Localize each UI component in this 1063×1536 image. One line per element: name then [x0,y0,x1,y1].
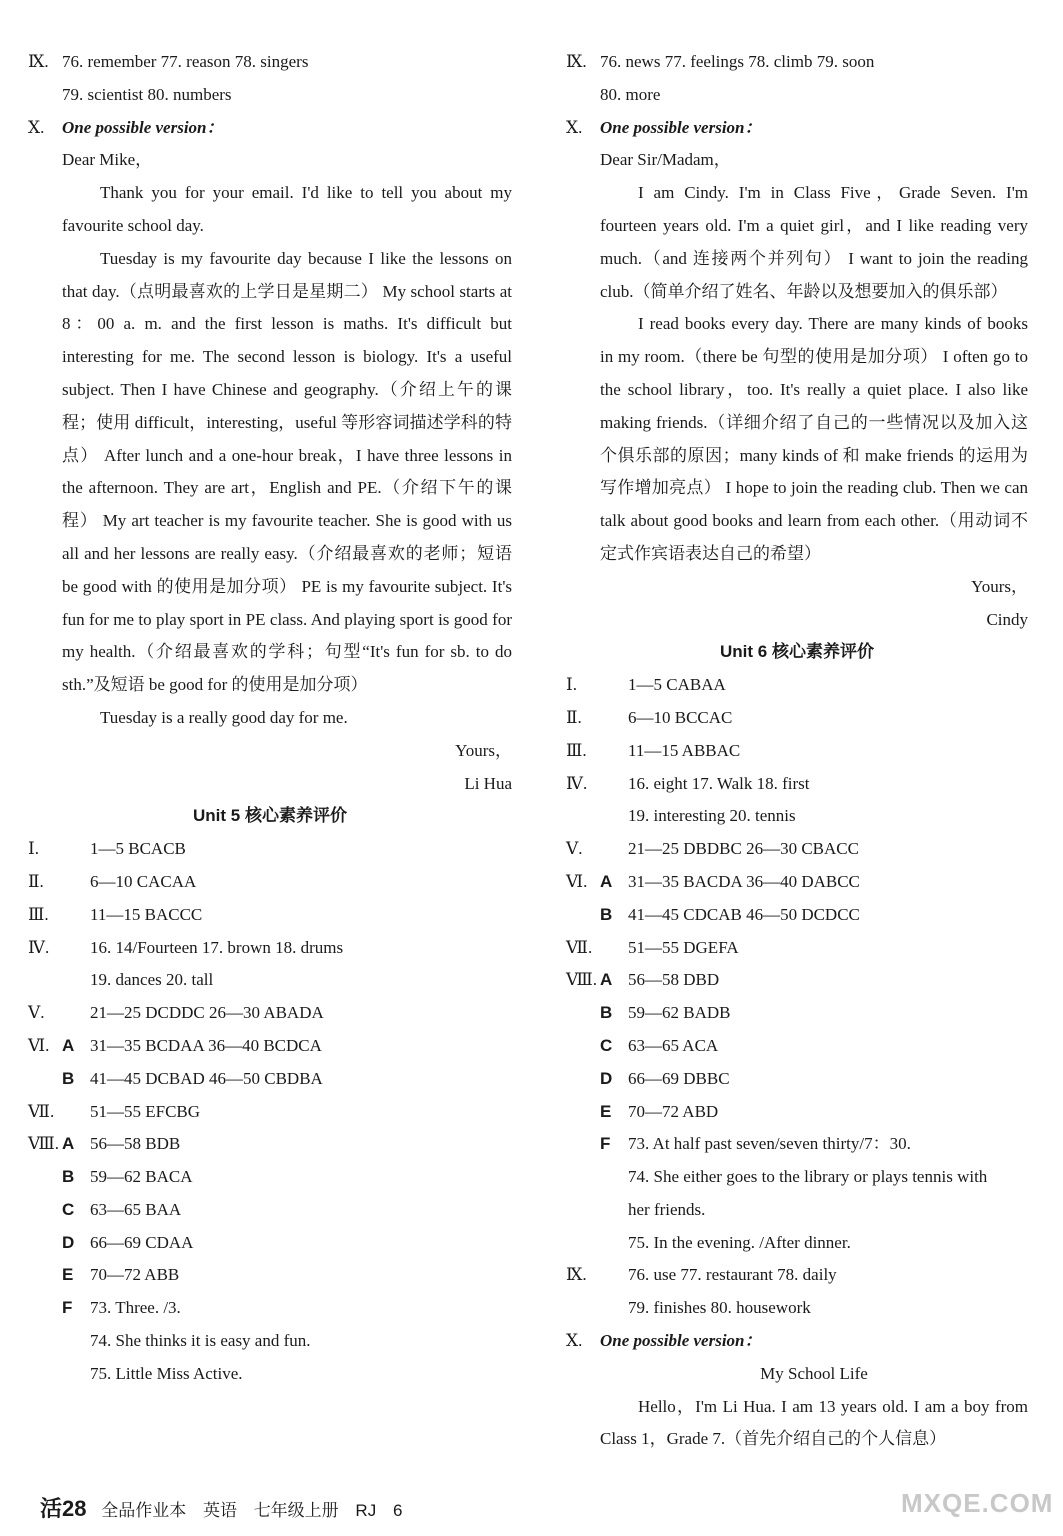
answer-text: 70—72 ABB [90,1265,180,1285]
answer-text: 1—5 CABAA [628,675,726,695]
answer-text: 76. remember 77. reason 78. singers [62,52,309,71]
unit5-title: Unit 5 核心素养评价 [193,806,347,826]
answer-text: 80. more [600,84,661,104]
right-column [566,46,1028,1456]
answer-text: 66—69 CDAA [90,1232,194,1252]
subsection-label: A [600,970,613,990]
answer-line [28,1325,512,1358]
letter-signature: Cindy [986,609,1028,629]
subsection-label: A [62,1035,75,1055]
answer-line [566,932,1028,965]
answer-line [28,1063,512,1096]
answer-line [566,768,1028,801]
answer-line [566,1194,1028,1227]
section-label: Ⅳ. [28,937,50,957]
answer-line [28,866,512,899]
section-label: Ⅲ. [28,904,49,924]
answer-line [28,899,512,932]
answer-text: 63—65 ACA [628,1035,719,1055]
subsection-label: B [62,1167,75,1187]
letter-paragraph: Thank you for your email. I'd like to tell you about my favourite school day. [62,183,512,235]
footer-number: 6 [392,1501,403,1520]
answer-line [28,1128,512,1161]
answer-text: 16. eight 17. Walk 18. first [628,773,810,793]
answer-text: 41—45 CDCAB 46—50 DCDCC [628,904,860,924]
section-label: Ⅶ. [28,1101,55,1121]
answer-text: 73. At half past seven/seven thirty/7：30. [628,1134,911,1154]
answer-line [566,1259,1028,1292]
answer-text: 51—55 DGEFA [628,937,739,957]
answer-text: 76. news 77. feelings 78. climb 79. soon [600,52,875,71]
answer-line [566,1030,1028,1063]
letter [28,144,512,800]
section-label: Ⅲ. [566,740,587,760]
answer-line [566,1292,1028,1325]
section-label: Ⅹ. [28,117,45,137]
answer-line [566,702,1028,735]
subsection-label: F [62,1298,73,1318]
page-footer [40,1494,414,1524]
answer-line [566,1096,1028,1129]
section-label: Ⅵ. [28,1035,50,1055]
answer-text: 75. In the evening. /After dinner. [628,1232,851,1252]
section-label: Ⅱ. [28,871,44,891]
version-heading: One possible version： [600,117,762,137]
subsection-label: A [600,871,613,891]
answer-text: 19. dances 20. tall [90,970,214,990]
subsection-label: B [600,904,613,924]
unit5-answers [28,833,512,1391]
left-column [28,46,512,1391]
answer-text: 6—10 BCCAC [628,707,733,727]
unit6-answers [566,669,1028,1325]
answer-text: 16. 14/Fourteen 17. brown 18. drums [90,937,344,957]
answer-line [566,866,1028,899]
answer-line [28,1096,512,1129]
answer-text: 6—10 CACAA [90,871,197,891]
section-label: Ⅸ. [566,52,587,71]
section-heading [566,112,1028,145]
section-label: Ⅷ. [28,1134,60,1154]
section-label: Ⅴ. [28,1003,45,1023]
answer-line [28,1292,512,1325]
answer-line [28,1227,512,1260]
subsection-label: C [62,1199,75,1219]
answer-line [566,1161,1028,1194]
letter-closing: Yours， [971,576,1028,596]
grade-name: 七年级上册 [253,1501,339,1520]
section-label: Ⅱ. [566,707,582,727]
subsection-label: D [62,1232,75,1252]
answer-text: 56—58 BDB [90,1134,181,1154]
answer-text: 76. use 77. restaurant 78. daily [628,1265,837,1285]
answer-text: 74. She thinks it is easy and fun. [90,1331,311,1351]
answer-text: 74. She either goes to the library or plays tennis with [628,1167,988,1187]
answer-line [28,932,512,965]
section-label: Ⅹ. [566,1331,583,1351]
section-label: Ⅶ. [566,937,593,957]
answer-text: 75. Little Miss Active. [90,1363,243,1383]
answer-text: 59—62 BADB [628,1003,731,1023]
answer-text: 11—15 BACCC [90,904,203,924]
answer-line [28,833,512,866]
answer-text: 11—15 ABBAC [628,740,741,760]
letter [566,144,1028,636]
section-label: Ⅸ. [28,52,49,71]
section-label: Ⅳ. [566,773,588,793]
essay-paragraph: Hello，I'm Li Hua. I am 13 years old. I am a boy from Class 1，Grade 7.（首先介绍自己的个人信息） [600,1396,1028,1449]
subsection-label: B [600,1003,613,1023]
version-heading: One possible version： [600,1331,762,1351]
section-label: Ⅵ. [566,871,588,891]
subsection-label: A [62,1134,75,1154]
answer-text: 21—25 DCDDC 26—30 ABADA [90,1003,324,1023]
answer-line [28,1161,512,1194]
subsection-label: D [600,1068,613,1088]
letter-closing: Yours， [455,740,512,760]
answer-text: 59—62 BACA [90,1167,193,1187]
watermark-text: MXQE.COM [901,1488,1054,1518]
watermark-logo [901,1488,1054,1528]
answer-line [566,899,1028,932]
section-label: Ⅴ. [566,839,583,859]
answer-line [28,1030,512,1063]
unit6-title: Unit 6 核心素养评价 [720,642,874,662]
answer-text: 31—35 BCDAA 36—40 BCDCA [90,1035,322,1055]
answer-line [28,1194,512,1227]
version-heading: One possible version： [62,117,224,137]
answer-text: her friends. [628,1199,706,1219]
book-name: 全品作业本 [101,1501,187,1520]
answer-line [566,1128,1028,1161]
answer-line [28,79,512,112]
answer-line [566,669,1028,702]
essay [566,1358,1028,1456]
answer-text: 19. interesting 20. tennis [628,806,796,826]
letter-paragraph: I am Cindy. I'm in Class Five，Grade Seven. I'm fourteen years old. I'm a quiet girl，and I like reading very much.（and 连接两个并列句） I want to join the reading club.（简单介绍了姓名、年龄以及想要加入的俱乐部） [600,183,1028,301]
answer-text: 21—25 DBDBC 26—30 CBACC [628,839,859,859]
answer-line [566,1227,1028,1260]
answer-line [28,1259,512,1292]
answer-text: 41—45 DCBAD 46—50 CBDBA [90,1068,323,1088]
letter-greeting: Dear Sir/Madam， [600,150,731,170]
section-heading [566,1325,1028,1358]
essay-title: My School Life [760,1363,868,1383]
answer-line [566,997,1028,1030]
answer-text: 66—69 DBBC [628,1068,730,1088]
section-label: Ⅷ. [566,970,598,990]
subsection-label: E [62,1265,74,1285]
section-heading [28,112,512,145]
section-label: Ⅰ. [28,839,39,859]
section-label: Ⅰ. [566,675,577,695]
letter-greeting: Dear Mike， [62,150,153,170]
answer-text: 79. finishes 80. housework [628,1298,811,1318]
letter-paragraph: Tuesday is my favourite day because I like the lessons on that day.（点明最喜欢的上学日是星期二） My school starts at 8：00 a. m. and the first lesson is maths. It's difficult but interesting for me. The second lesson is biology. It's a useful subject. Then I have Chinese and geography.（介绍上午的课程；使用 difficult，interesting，useful 等形容词描述学科的特点） After lunch and a one-hour break，I have three lessons in the afternoon. They are art，English and PE.（介绍下午的课程） My art teacher is my favourite teacher. She is good with us all and her lessons are really easy.（介绍最喜欢的老师；短语 be good with 的使用是加分项） PE is my favourite subject. It's fun for me to play sport in PE class. And playing sport is good for my health.（介绍最喜欢的学科；句型“It's fun for sb. to do sth.”及短语 be good for 的使用是加分项） [62,248,512,695]
answer-line [566,79,1028,112]
section-label: Ⅸ. [566,1265,587,1285]
answer-text: 63—65 BAA [90,1199,182,1219]
answer-line [566,800,1028,833]
subsection-label: F [600,1134,611,1154]
answer-text: 1—5 BCACB [90,839,186,859]
answer-line [28,964,512,997]
section-label: Ⅹ. [566,117,583,137]
letter-paragraph: Tuesday is a really good day for me. [100,707,348,727]
answer-line [566,46,1028,79]
answer-line [566,964,1028,997]
answer-line [28,1358,512,1391]
subsection-label: E [600,1101,612,1121]
answer-text: 79. scientist 80. numbers [62,84,232,104]
answer-line [28,997,512,1030]
answer-line [566,735,1028,768]
subsection-label: B [62,1068,75,1088]
subject-name: 英语 [202,1501,237,1520]
answer-text: 56—58 DBD [628,970,720,990]
letter-signature: Li Hua [464,773,512,793]
page-number: 活28 [40,1496,87,1521]
answer-text: 73. Three. /3. [90,1298,181,1318]
answer-text: 70—72 ABD [628,1101,719,1121]
answer-line [28,46,512,79]
answer-text: 51—55 EFCBG [90,1101,201,1121]
answer-line [566,833,1028,866]
letter-paragraph: I read books every day. There are many kinds of books in my room.（there be 句型的使用是加分项） I often go to the school library，too. It's really a quiet place. I also like making friends.（详细介绍了自己的一些情况以及加入这个俱乐部的原因；many kinds of 和 make friends 的运用为写作增加亮点） I hope to join the reading club. Then we can talk about good books and learn from each other.（用动词不定式作宾语表达自己的希望） [600,314,1028,563]
answer-line [566,1063,1028,1096]
answer-text: 31—35 BACDA 36—40 DABCC [628,871,860,891]
subsection-label: C [600,1035,613,1055]
edition-name: RJ [355,1501,377,1520]
